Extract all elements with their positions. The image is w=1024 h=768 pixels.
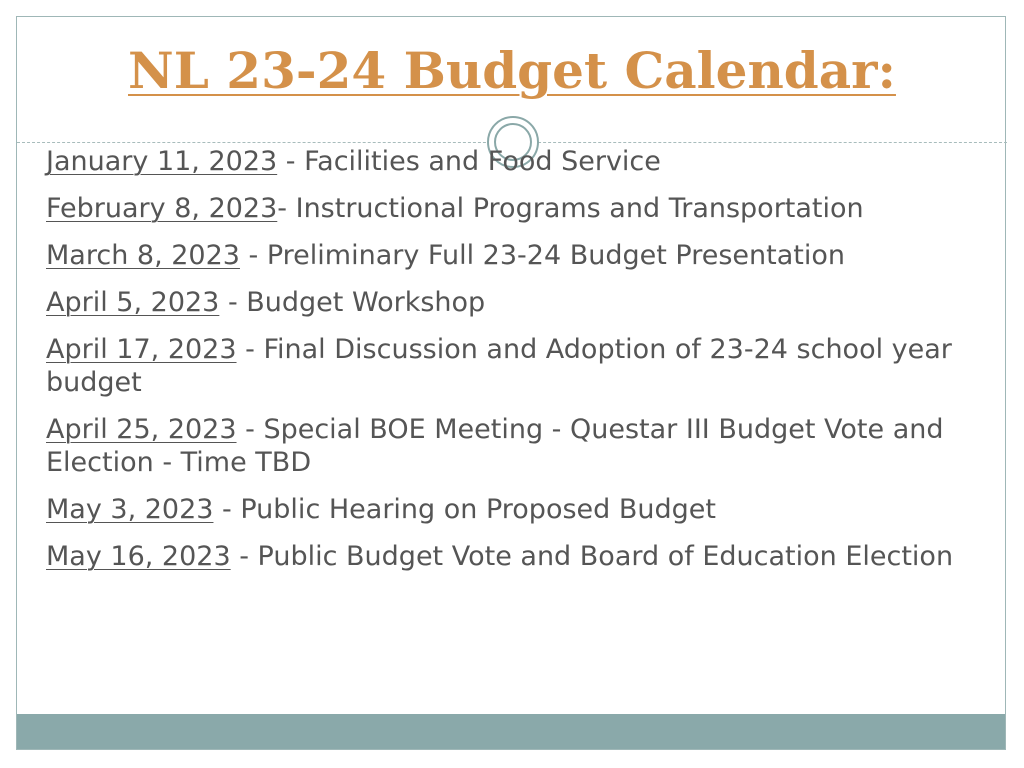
item-date: April 17, 2023 [46,334,237,365]
item-description: - Final Discussion and Adoption of 23-24 school year budget [46,334,952,398]
item-description: - Special BOE Meeting - Questar III Budget Vote and Election - Time TBD [46,414,944,478]
list-item [46,413,986,479]
footer-accent-bar [17,714,1005,749]
item-description: - Instructional Programs and Transportation [277,193,864,224]
calendar-list [46,145,986,587]
item-date: April 5, 2023 [46,287,220,318]
list-item [46,493,986,526]
list-item [46,540,986,573]
item-description: - Preliminary Full 23-24 Budget Presentation [239,240,845,271]
list-item [46,286,986,319]
list-item [46,333,986,399]
list-item [46,145,986,178]
item-date: January 11, 2023 [46,146,278,177]
item-date: April 25, 2023 [46,414,237,445]
item-date: March 8, 2023 [46,240,240,271]
list-item [46,239,986,272]
item-date: May 16, 2023 [46,541,231,572]
item-date: May 3, 2023 [46,494,214,525]
slide-title-text: NL 23-24 Budget Calendar: [128,41,896,100]
slide-title [17,43,1007,99]
item-description: - Public Hearing on Proposed Budget [213,494,716,525]
item-date: February 8, 2023 [46,193,278,224]
item-description: - Public Budget Vote and Board of Education Election [230,541,954,572]
item-description: - Facilities and Food Service [277,146,661,177]
slide [16,16,1006,750]
item-description: - Budget Workshop [219,287,486,318]
list-item [46,192,986,225]
